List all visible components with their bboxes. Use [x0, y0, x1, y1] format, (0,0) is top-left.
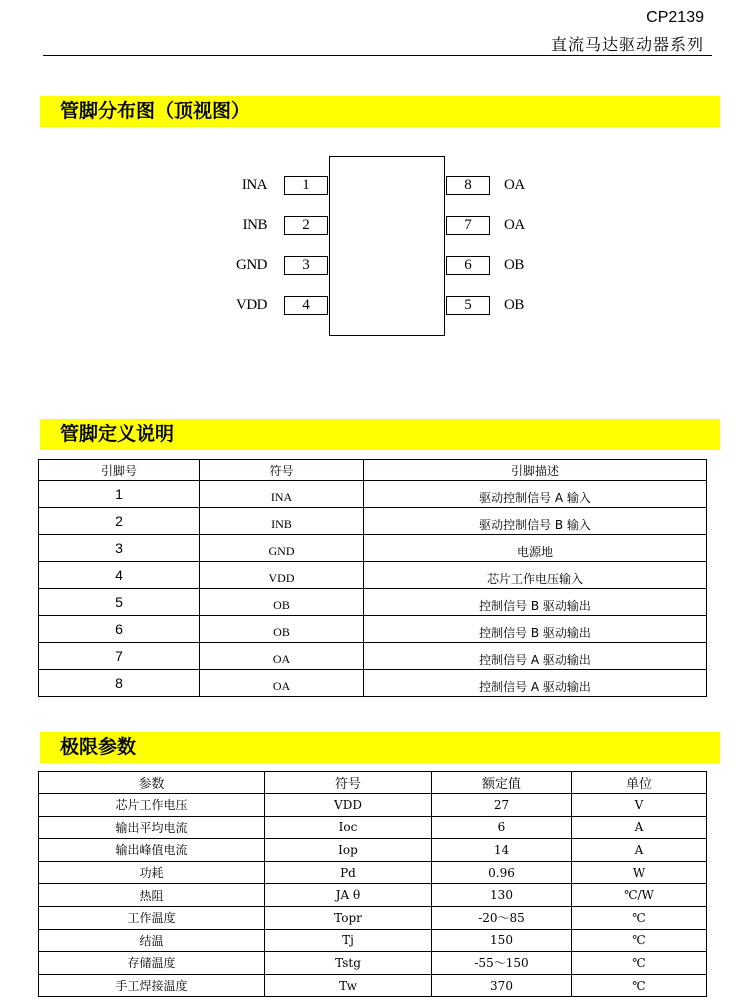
- table-row: [39, 535, 707, 562]
- parameter-cell: 热阻: [39, 884, 265, 907]
- table-row: [39, 952, 707, 975]
- rating-cell: 27: [432, 794, 572, 817]
- symbol-cell: Pd: [265, 861, 432, 884]
- table-row: [39, 929, 707, 952]
- table-row: [39, 861, 707, 884]
- parameter-cell: 芯片工作电压: [39, 794, 265, 817]
- pin-1: 1: [284, 176, 328, 195]
- symbol-cell: Tstg: [265, 952, 432, 975]
- pin-7: 7: [446, 216, 490, 235]
- pin-label-4: VDD: [236, 297, 267, 313]
- symbol-cell: Ioc: [265, 816, 432, 839]
- parameter-cell: 功耗: [39, 861, 265, 884]
- symbol-cell: Tj: [265, 929, 432, 952]
- pin-number-cell: 4: [39, 562, 200, 589]
- unit-cell: ℃: [572, 906, 707, 929]
- pin-2: 2: [284, 216, 328, 235]
- header-divider: [43, 55, 712, 56]
- pin-label-5: OB: [504, 297, 524, 313]
- rating-cell: 150: [432, 929, 572, 952]
- parameter-cell: 输出峰值电流: [39, 839, 265, 862]
- table-row: [39, 643, 707, 670]
- pin-symbol-cell: VDD: [200, 562, 364, 589]
- pin-symbol-cell: OB: [200, 589, 364, 616]
- unit-cell: ℃: [572, 929, 707, 952]
- table-row: [39, 884, 707, 907]
- pin-description-cell: 芯片工作电压输入: [364, 562, 707, 589]
- rating-cell: -55～150: [432, 952, 572, 975]
- unit-cell: V: [572, 794, 707, 817]
- table-row: [39, 562, 707, 589]
- pin-symbol-cell: OB: [200, 616, 364, 643]
- pin-symbol-cell: OA: [200, 670, 364, 697]
- pin-number-cell: 2: [39, 508, 200, 535]
- column-header: 额定值: [432, 772, 572, 794]
- rating-cell: -20～85: [432, 906, 572, 929]
- rating-cell: 370: [432, 974, 572, 997]
- document-series: 直流马达驱动器系列: [550, 35, 704, 54]
- pin-4: 4: [284, 296, 328, 315]
- pin-description-cell: 电源地: [364, 535, 707, 562]
- column-header: 引脚描述: [364, 460, 707, 481]
- pin-description-cell: 控制信号 A 驱动输出: [364, 670, 707, 697]
- pin-symbol-cell: GND: [200, 535, 364, 562]
- unit-cell: A: [572, 816, 707, 839]
- pin-number-cell: 5: [39, 589, 200, 616]
- symbol-cell: Topr: [265, 906, 432, 929]
- pin-description-cell: 控制信号 A 驱动输出: [364, 643, 707, 670]
- table-row: [39, 816, 707, 839]
- column-header: 单位: [572, 772, 707, 794]
- table-header-row: [39, 772, 707, 794]
- parameter-cell: 存储温度: [39, 952, 265, 975]
- absolute-limits-table: [38, 771, 707, 997]
- rating-cell: 14: [432, 839, 572, 862]
- table-header-row: [39, 460, 707, 481]
- pin-description-cell: 驱动控制信号 B 输入: [364, 508, 707, 535]
- pin-8: 8: [446, 176, 490, 195]
- column-header: 符号: [265, 772, 432, 794]
- column-header: 符号: [200, 460, 364, 481]
- symbol-cell: Tw: [265, 974, 432, 997]
- column-header: 引脚号: [39, 460, 200, 481]
- pin-symbol-cell: INA: [200, 481, 364, 508]
- symbol-cell: VDD: [265, 794, 432, 817]
- table-row: [39, 839, 707, 862]
- pin-definition-table: [38, 459, 707, 697]
- symbol-cell: JA θ: [265, 884, 432, 907]
- parameter-cell: 结温: [39, 929, 265, 952]
- unit-cell: ℃: [572, 952, 707, 975]
- pin-label-2: INB: [242, 217, 267, 233]
- table-row: [39, 589, 707, 616]
- pin-symbol-cell: OA: [200, 643, 364, 670]
- pin-label-1: INA: [241, 177, 267, 193]
- pin-number-cell: 3: [39, 535, 200, 562]
- pin-number-cell: 1: [39, 481, 200, 508]
- document-model: CP2139: [646, 9, 704, 26]
- pin-number-cell: 6: [39, 616, 200, 643]
- table-row: [39, 670, 707, 697]
- pin-number-cell: 8: [39, 670, 200, 697]
- pin-number-cell: 7: [39, 643, 200, 670]
- pin-label-7: OA: [504, 217, 525, 233]
- column-header: 参数: [39, 772, 265, 794]
- section-title-pin-definition: 管脚定义说明: [40, 419, 720, 450]
- table-row: [39, 794, 707, 817]
- unit-cell: ℃: [572, 974, 707, 997]
- pin-description-cell: 控制信号 B 驱动输出: [364, 589, 707, 616]
- rating-cell: 130: [432, 884, 572, 907]
- rating-cell: 6: [432, 816, 572, 839]
- rating-cell: 0.96: [432, 861, 572, 884]
- parameter-cell: 手工焊接温度: [39, 974, 265, 997]
- pin-symbol-cell: INB: [200, 508, 364, 535]
- pin-description-cell: 驱动控制信号 A 输入: [364, 481, 707, 508]
- pin-label-6: OB: [504, 257, 524, 273]
- section-title-limits: 极限参数: [40, 732, 720, 763]
- parameter-cell: 工作温度: [39, 906, 265, 929]
- pin-description-cell: 控制信号 B 驱动输出: [364, 616, 707, 643]
- pin-6: 6: [446, 256, 490, 275]
- pin-label-8: OA: [504, 177, 525, 193]
- unit-cell: A: [572, 839, 707, 862]
- unit-cell: W: [572, 861, 707, 884]
- chip-body: [329, 156, 445, 336]
- pin-5: 5: [446, 296, 490, 315]
- table-row: [39, 906, 707, 929]
- section-title-pinout: 管脚分布图（顶视图）: [40, 96, 720, 127]
- table-row: [39, 481, 707, 508]
- parameter-cell: 输出平均电流: [39, 816, 265, 839]
- pin-3: 3: [284, 256, 328, 275]
- pin-label-3: GND: [236, 257, 267, 273]
- symbol-cell: Iop: [265, 839, 432, 862]
- table-row: [39, 508, 707, 535]
- table-row: [39, 974, 707, 997]
- unit-cell: ℃/W: [572, 884, 707, 907]
- table-row: [39, 616, 707, 643]
